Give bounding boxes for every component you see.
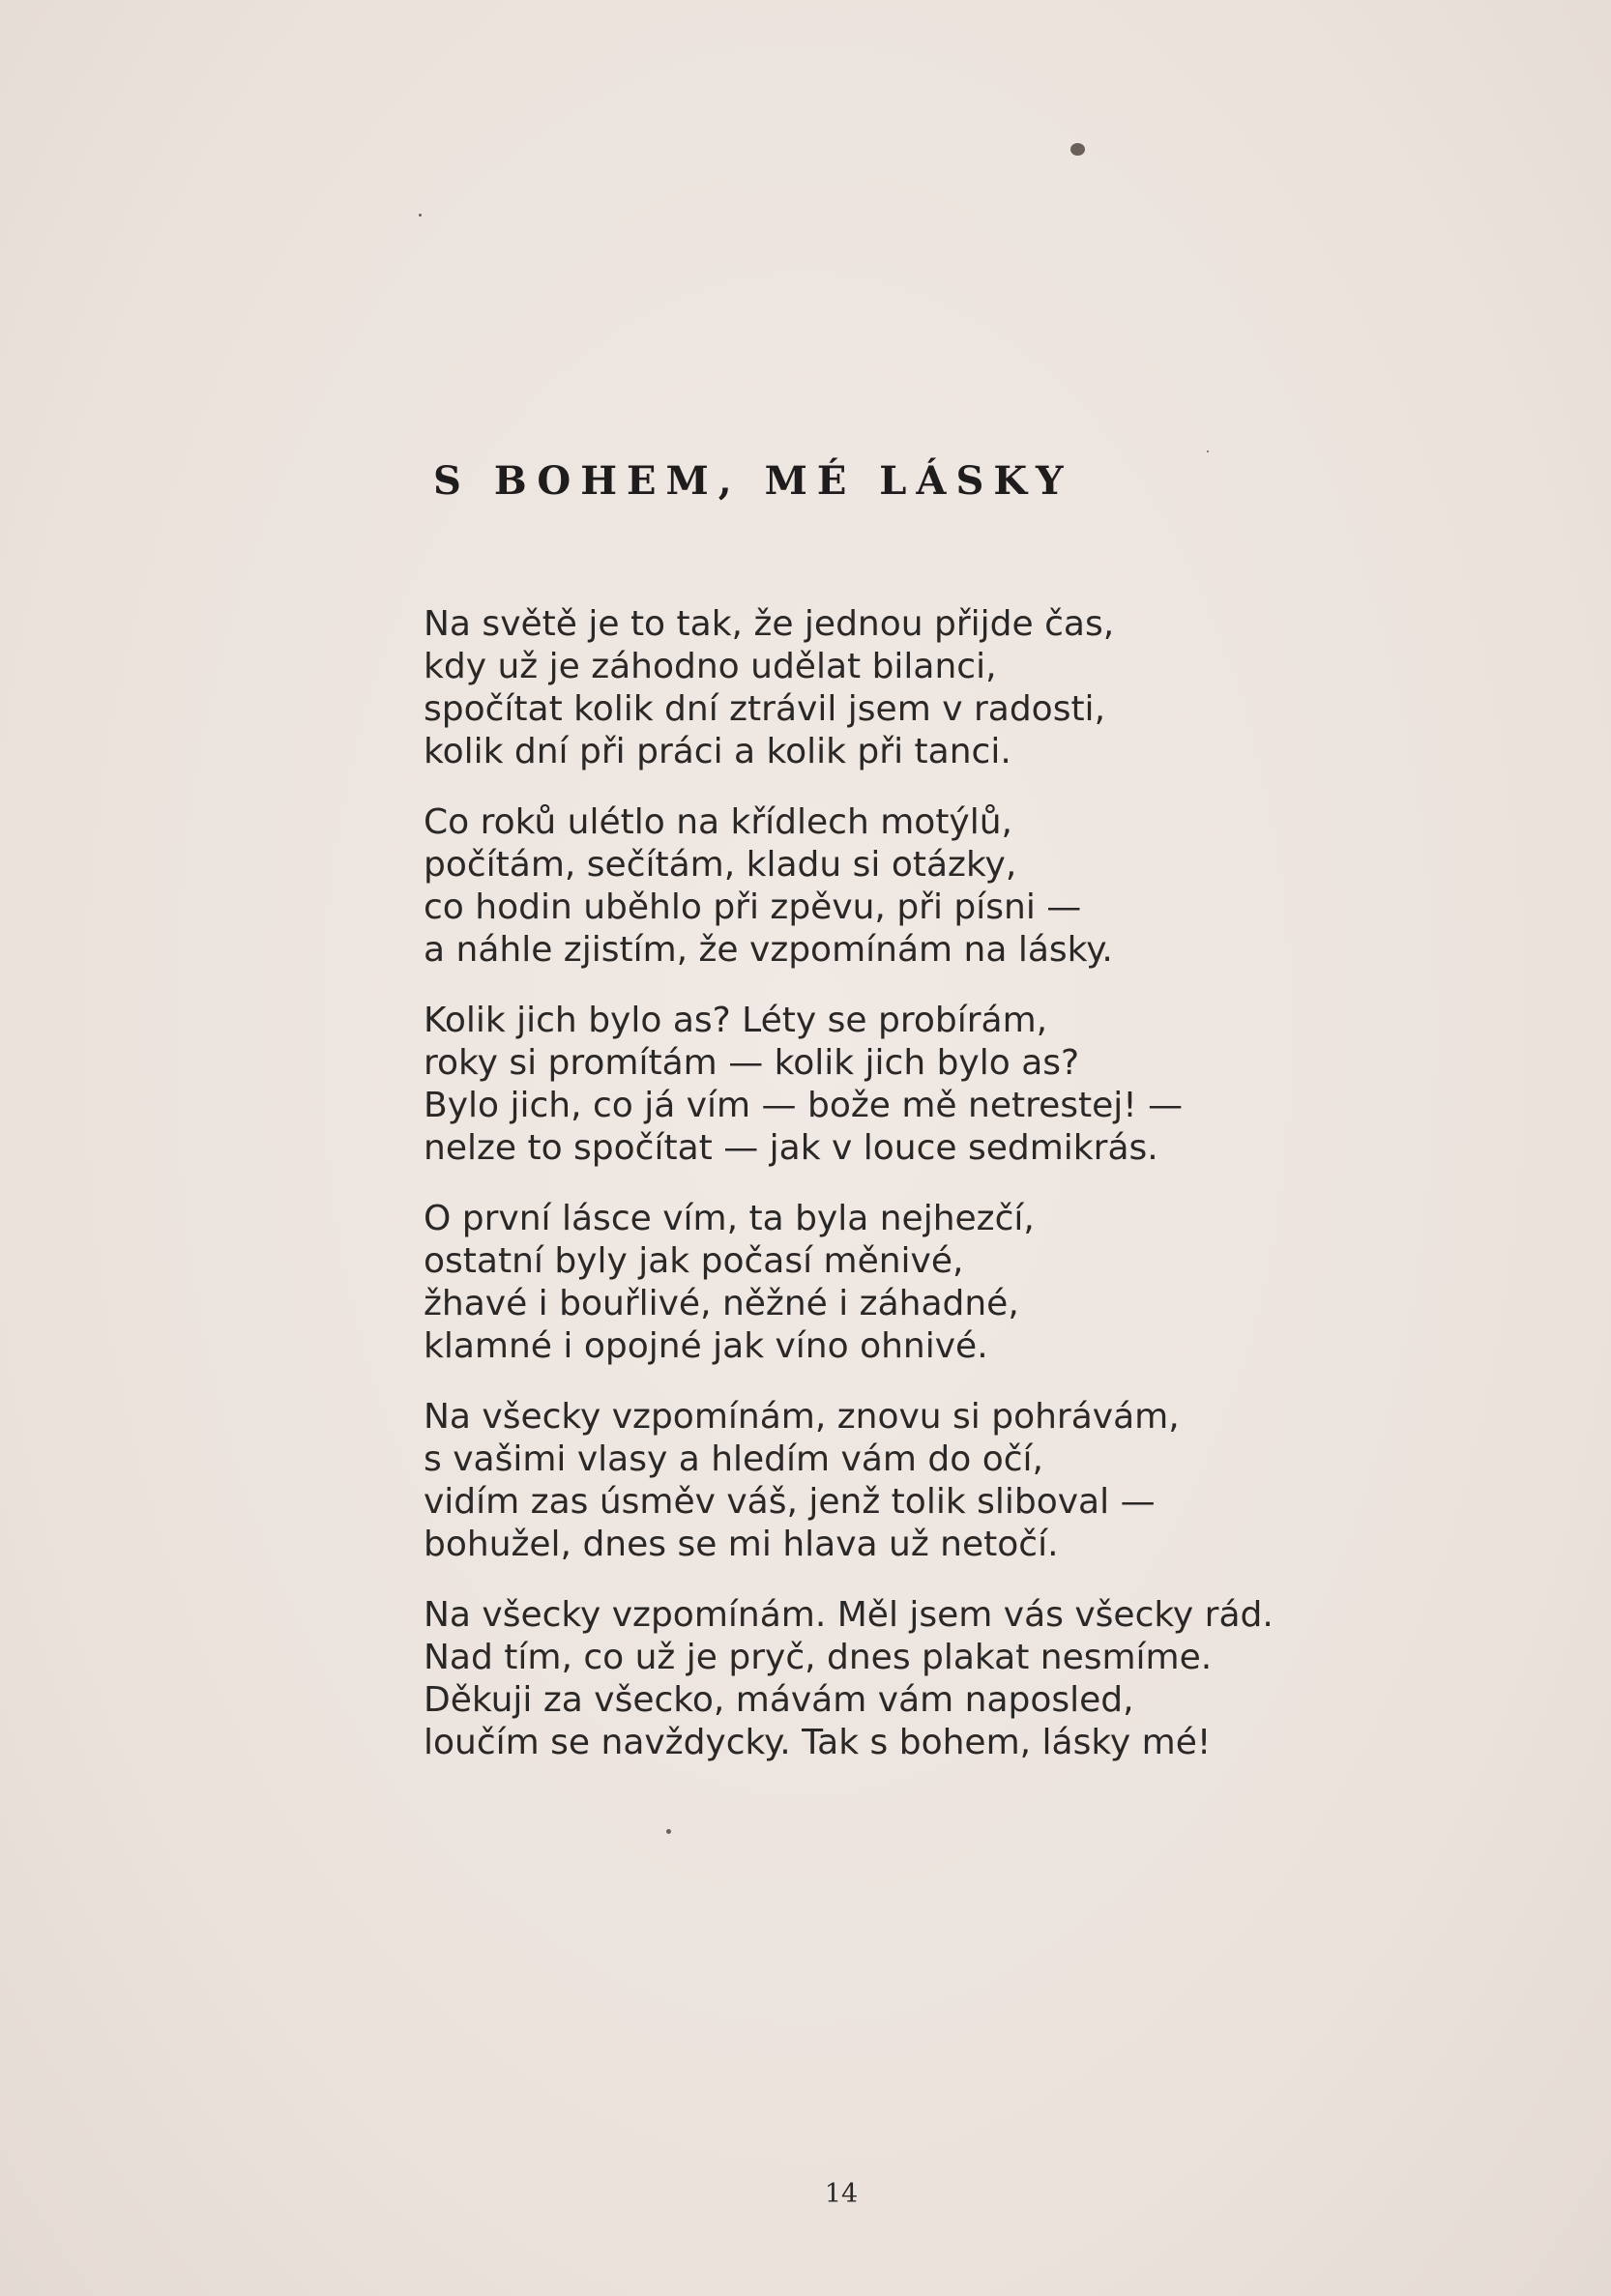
stanza: [424, 1396, 1391, 1566]
poem-line: spočítat kolik dní ztrávil jsem v radosti,: [424, 689, 1106, 729]
poem-line: a náhle zjistím, že vzpomínám na lásky.: [424, 930, 1113, 970]
poem-line: Na všecky vzpomínám. Měl jsem vás všecky rád.: [424, 1595, 1274, 1635]
stanza: [424, 1594, 1391, 1764]
poem-line: O první lásce vím, ta byla nejhezčí,: [424, 1199, 1035, 1238]
poem-line: Na všecky vzpomínám, znovu si pohrávám,: [424, 1397, 1180, 1437]
poem-line: počítám, sečítám, kladu si otázky,: [424, 845, 1017, 885]
poem-line: Na světě je to tak, že jednou přijde čas,: [424, 604, 1115, 644]
poem-line: kolik dní při práci a kolik při tanci.: [424, 732, 1011, 771]
poem-line: Kolik jich bylo as? Léty se probírám,: [424, 1001, 1048, 1040]
poem-body: [424, 603, 1391, 1792]
poem-line: Bylo jich, co já vím — bože mě netrestej! —: [424, 1086, 1184, 1125]
ink-speck: [1207, 450, 1209, 452]
poem-line: bohužel, dnes se mi hlava už netočí.: [424, 1525, 1059, 1564]
poem-line: kdy už je záhodno udělat bilanci,: [424, 647, 997, 686]
poem-line: klamné i opojné jak víno ohnivé.: [424, 1326, 988, 1366]
stanza: [424, 1000, 1391, 1170]
poem-line: Co roků ulétlo na křídlech motýlů,: [424, 802, 1012, 842]
poem-title: S BOHEM, MÉ LÁSKY: [433, 458, 1073, 504]
poem-line: Děkuji za všecko, mávám vám naposled,: [424, 1680, 1134, 1720]
ink-speck: [666, 1829, 671, 1834]
ink-speck: [1070, 143, 1085, 156]
poem-line: s vašimi vlasy a hledím vám do očí,: [424, 1439, 1044, 1479]
stanza: [424, 1198, 1391, 1368]
stanza: [424, 801, 1391, 972]
poem-line: loučím se navždycky. Tak s bohem, lásky mé!: [424, 1723, 1212, 1762]
poem-line: roky si promítám — kolik jich bylo as?: [424, 1043, 1080, 1083]
poem-line: ostatní byly jak počasí měnivé,: [424, 1241, 964, 1281]
stanza: [424, 603, 1391, 773]
page-number: 14: [824, 2179, 859, 2209]
poem-line: žhavé i bouřlivé, něžné i záhadné,: [424, 1284, 1019, 1323]
ink-speck: [419, 214, 422, 217]
poem-line: co hodin uběhlo při zpěvu, při písni —: [424, 887, 1082, 927]
poem-line: vidím zas úsměv váš, jenž tolik sliboval —: [424, 1482, 1156, 1522]
poem-line: nelze to spočítat — jak v louce sedmikrás.: [424, 1128, 1158, 1168]
poem-line: Nad tím, co už je pryč, dnes plakat nesmíme.: [424, 1638, 1213, 1677]
